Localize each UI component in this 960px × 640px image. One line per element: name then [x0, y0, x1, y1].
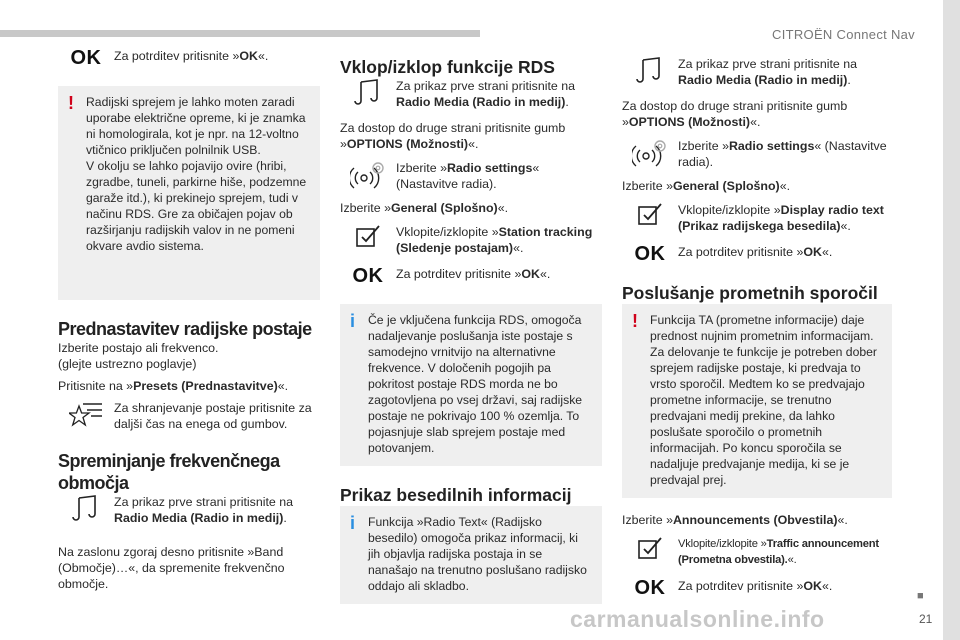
rds-step-4 — [340, 266, 602, 286]
rds-step-2 — [340, 160, 602, 192]
presets-intro: Izberite postajo ali frekvenco. (glejte ustrezno poglavje) — [58, 341, 219, 371]
header-brand: CITROËN Connect Nav — [772, 27, 915, 42]
music-note-icon — [635, 56, 665, 84]
section-title-radio-text: Prikaz besedilnih informacij — [340, 485, 572, 505]
column-3 — [622, 56, 892, 598]
warning-note-traffic-text: Funkcija TA (prometne informacije) daje prednost nujnim prometnim informacijam. Za delovanje te funkcije je potreben dober sprejem radijske postaje, ki predvaja to vrsto sporočil. Medtem ko se predvajajo prometne informacije, se trenutno predvajani medij prekine, da lahko poslušate sporočilo o prometnih informacijah. Po koncu sporočila se nadaljuje predvajanje medija, ki se je predvajal prej. — [650, 313, 877, 487]
section-title-presets: Prednastavitev radijske postaje — [58, 319, 312, 339]
rds-general-text: Izberite »General (Splošno)«. — [340, 201, 509, 215]
info-icon: i — [350, 513, 356, 533]
rds-options-text: Za dostop do druge strani pritisnite gumb »OPTIONS (Možnosti)«. — [340, 121, 566, 151]
warning-icon: ! — [632, 311, 638, 331]
ok-icon: OK — [352, 265, 384, 287]
text-step-1-text: Za prikaz prve strani pritisnite na Radio Media (Radio in medij). — [678, 57, 858, 87]
page-edge-rail — [943, 0, 960, 640]
presets-step-text: Za shranjevanje postaje pritisnite za daljši čas na enega od gumbov. — [114, 401, 312, 431]
rds-step-3 — [340, 224, 602, 256]
text-step-2-text: Izberite »Radio settings« (Nastavitve radia). — [678, 139, 887, 169]
star-preset-icon — [69, 400, 103, 430]
section-title-traffic: Poslušanje prometnih sporočil — [622, 283, 878, 303]
presets-instruction: Pritisnite na »Presets (Prednastavitve)«. — [58, 379, 289, 393]
info-note-rds-text: Če je vključena funkcija RDS, omogoča nadaljevanje poslušanja iste postaje s samodejno vrnitvijo na alternativne frekvence. V določenih pogojih pa pokritost postaje RDS morda ne bo zagotovljena po vsej državi, saj radijske postaje ne pokrivajo 100 % ozemlja. To pojasnjuje slab sprejem postaje med potovanjem. — [368, 313, 583, 455]
section-title-band: Spreminjanje frekvenčnega območja — [58, 451, 280, 493]
ok-icon: OK — [634, 577, 666, 599]
info-icon: i — [350, 311, 356, 331]
watermark: carmanualsonline.info — [570, 606, 825, 632]
checkbox-icon — [637, 536, 663, 560]
text-step-1 — [622, 56, 892, 88]
text-step-2 — [622, 138, 892, 170]
ok-step — [58, 48, 320, 68]
step-text: Za potrditev pritisnite »OK«. — [114, 49, 269, 63]
band-instruction: Na zaslonu zgoraj desno pritisnite »Band (Območje)…«, da spremenite frekvenčno območje. — [58, 545, 285, 591]
page-number: 21 — [919, 612, 933, 626]
header-rule — [0, 30, 480, 37]
band-step-text: Za prikaz prve strani pritisnite na Radio Media (Radio in medij). — [114, 495, 294, 525]
radio-settings-icon — [632, 138, 668, 170]
column-1 — [58, 48, 320, 592]
music-note-icon — [353, 78, 383, 106]
warning-note-traffic — [622, 304, 892, 498]
rds-step-1 — [340, 78, 602, 110]
rds-step-2-text: Izberite »Radio settings« (Nastavitve radia). — [396, 161, 540, 191]
text-step-3-text: Vklopite/izklopite »Display radio text (Prikaz radijskega besedila)«. — [678, 203, 884, 233]
text-step-4-text: Za potrditev pritisnite »OK«. — [678, 245, 833, 259]
text-step-4 — [622, 244, 892, 264]
music-note-icon — [71, 494, 101, 522]
text-options-text: Za dostop do druge strani pritisnite gumb »OPTIONS (Možnosti)«. — [622, 99, 848, 129]
ok-icon: OK — [70, 47, 102, 69]
radio-settings-icon — [350, 160, 386, 192]
rds-step-3-text: Vklopite/izklopite »Station tracking (Sledenje postajam)«. — [396, 225, 593, 255]
band-step — [58, 494, 320, 526]
traffic-step-2-text: Za potrditev pritisnite »OK«. — [678, 579, 833, 593]
ok-icon: OK — [634, 243, 666, 265]
presets-step — [58, 400, 320, 432]
traffic-step-1 — [622, 536, 892, 568]
checkbox-icon — [355, 224, 381, 248]
text-step-3 — [622, 202, 892, 234]
rds-step-4-text: Za potrditev pritisnite »OK«. — [396, 267, 551, 281]
rds-step-1-text: Za prikaz prve strani pritisnite na Radio Media (Radio in medij). — [396, 79, 576, 109]
warning-note-text: Radijski sprejem je lahko moten zaradi uporabe električne opreme, ki je znamka ni homologirala, kot je npr. na 12-voltno vtičnico priključen polnilnik USB. V okolju se lahko pojavijo ovire (hribi, zgradbe, tuneli, parkirne hiše, podzemne garaže itd.), ki prekinejo sprejem, tudi v načinu RDS. Gre za običajen pojav ob razširjanju radijskih valov in ne pomeni okvare avdio sistema. — [86, 95, 307, 253]
text-general-text: Izberite »General (Splošno)«. — [622, 179, 791, 193]
section-title-rds: Vklop/izklop funkcije RDS — [340, 57, 555, 77]
checkbox-icon — [637, 202, 663, 226]
page-marker: ■ — [917, 590, 924, 602]
column-2 — [340, 56, 602, 604]
info-note-radio-text — [340, 506, 602, 604]
info-note-rds — [340, 304, 602, 466]
traffic-step-1-text: Vklopite/izklopite »Traffic announcement (Prometna obvestila).«. — [678, 538, 879, 566]
traffic-announcements-text: Izberite »Announcements (Obvestila)«. — [622, 513, 848, 527]
traffic-step-2 — [622, 578, 892, 598]
warning-note — [58, 86, 320, 300]
info-note-radio-text-text: Funkcija »Radio Text« (Radijsko besedilo) omogoča prikaz informacij, ki jih objavlja radijska postaja in se nanašajo na trenutno poslušano radijsko oddajo ali skladbo. — [368, 515, 587, 593]
warning-icon: ! — [68, 93, 74, 113]
